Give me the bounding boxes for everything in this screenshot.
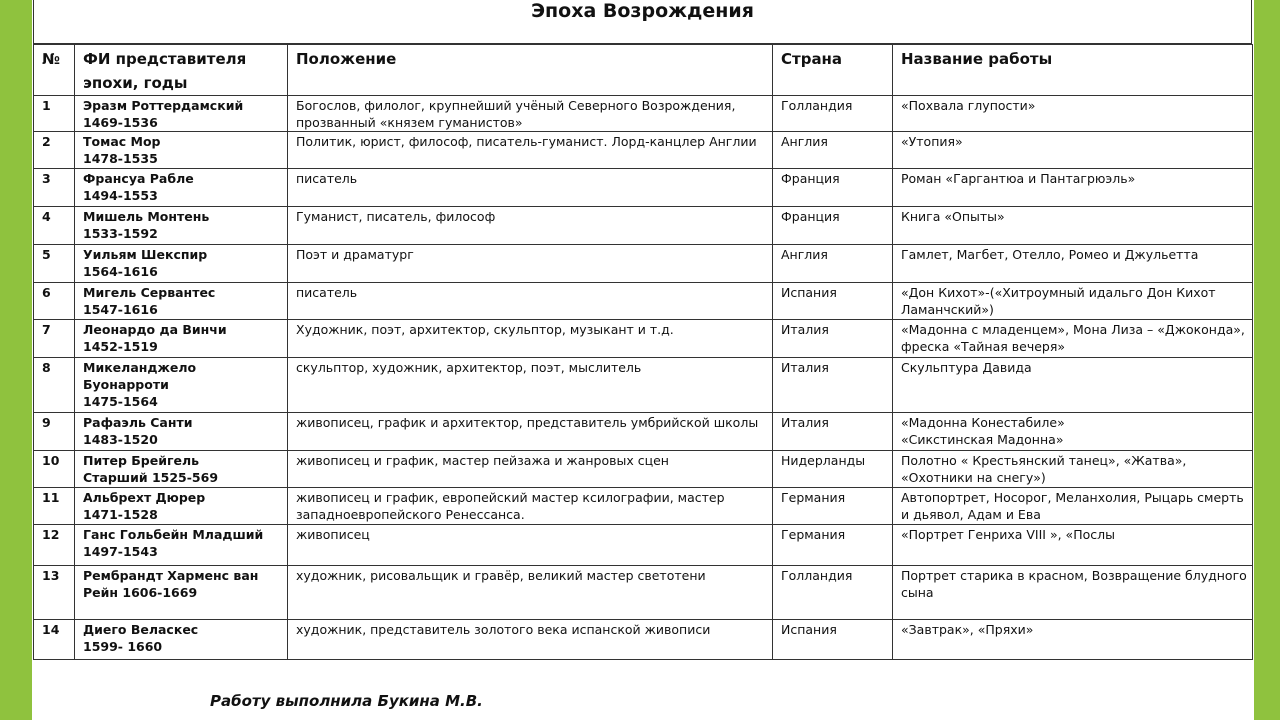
header-number: №	[34, 45, 75, 96]
row-name: Леонардо да Винчи 1452-1519	[75, 320, 288, 358]
row-role: Художник, поэт, архитектор, скульптор, музыкант и т.д.	[288, 320, 773, 358]
row-country: Италия	[773, 413, 893, 451]
row-works: Автопортрет, Носорог, Меланхолия, Рыцарь смерть и дьявол, Адам и Ева	[893, 488, 1253, 525]
row-country: Нидерланды	[773, 451, 893, 488]
row-name: Уильям Шекспир 1564-1616	[75, 245, 288, 283]
row-role: живописец	[288, 525, 773, 566]
row-country: Франция	[773, 169, 893, 207]
page-title: Эпоха Возрождения	[531, 0, 754, 22]
renaissance-table	[33, 44, 1253, 660]
table-row	[34, 96, 1253, 132]
table-header-row	[34, 45, 1253, 96]
row-country: Италия	[773, 320, 893, 358]
row-number: 12	[34, 525, 75, 566]
row-name: Альбрехт Дюрер 1471-1528	[75, 488, 288, 525]
row-works: Портрет старика в красном, Возвращение блудного сына	[893, 566, 1253, 620]
row-name: Эразм Роттердамский 1469-1536	[75, 96, 288, 132]
row-number: 13	[34, 566, 75, 620]
row-name: Мигель Сервантес 1547-1616	[75, 283, 288, 320]
row-role: Богослов, филолог, крупнейший учёный Северного Возрождения, прозванный «князем гуманистов»	[288, 96, 773, 132]
row-number: 2	[34, 132, 75, 169]
row-role: скульптор, художник, архитектор, поэт, мыслитель	[288, 358, 773, 413]
table-row	[34, 488, 1253, 525]
header-country: Страна	[773, 45, 893, 96]
row-works: Книга «Опыты»	[893, 207, 1253, 245]
row-name: Микеланджело Буонарроти 1475-1564	[75, 358, 288, 413]
table-row	[34, 169, 1253, 207]
row-number: 8	[34, 358, 75, 413]
row-country: Голландия	[773, 566, 893, 620]
table-row	[34, 566, 1253, 620]
row-number: 11	[34, 488, 75, 525]
row-number: 14	[34, 620, 75, 660]
table-row	[34, 283, 1253, 320]
row-number: 9	[34, 413, 75, 451]
row-name: Мишель Монтень 1533-1592	[75, 207, 288, 245]
row-number: 7	[34, 320, 75, 358]
row-country: Испания	[773, 620, 893, 660]
table-row	[34, 358, 1253, 413]
row-works: Гамлет, Магбет, Отелло, Ромео и Джульетта	[893, 245, 1253, 283]
row-country: Англия	[773, 132, 893, 169]
row-number: 5	[34, 245, 75, 283]
table-row	[34, 525, 1253, 566]
row-number: 4	[34, 207, 75, 245]
row-role: живописец и график, мастер пейзажа и жанровых сцен	[288, 451, 773, 488]
title-box	[33, 0, 1252, 44]
row-role: художник, представитель золотого века испанской живописи	[288, 620, 773, 660]
row-number: 3	[34, 169, 75, 207]
row-works: «Утопия»	[893, 132, 1253, 169]
row-role: писатель	[288, 283, 773, 320]
header-name: ФИ представителя эпохи, годы	[75, 45, 288, 96]
table-row	[34, 413, 1253, 451]
row-name: Томас Мор 1478-1535	[75, 132, 288, 169]
row-works: «Мадонна Конестабиле» «Сикстинская Мадонна»	[893, 413, 1253, 451]
row-name: Франсуа Рабле 1494-1553	[75, 169, 288, 207]
row-role: живописец и график, европейский мастер ксилографии, мастер западноевропейского Ренессанса.	[288, 488, 773, 525]
row-works: «Портрет Генриха VIII », «Послы	[893, 525, 1253, 566]
table-row	[34, 132, 1253, 169]
row-works: Полотно « Крестьянский танец», «Жатва», «Охотники на снегу»)	[893, 451, 1253, 488]
table-row	[34, 451, 1253, 488]
author-footer: Работу выполнила Букина М.В.	[210, 692, 483, 710]
table-row	[34, 620, 1253, 660]
row-country: Германия	[773, 525, 893, 566]
row-country: Голландия	[773, 96, 893, 132]
row-works: «Мадонна с младенцем», Мона Лиза – «Джоконда», фреска «Тайная вечеря»	[893, 320, 1253, 358]
row-role: художник, рисовальщик и гравёр, великий мастер светотени	[288, 566, 773, 620]
row-works: «Завтрак», «Пряхи»	[893, 620, 1253, 660]
table-row	[34, 207, 1253, 245]
row-country: Франция	[773, 207, 893, 245]
header-role: Положение	[288, 45, 773, 96]
row-country: Италия	[773, 358, 893, 413]
row-role: писатель	[288, 169, 773, 207]
row-works: Скульптура Давида	[893, 358, 1253, 413]
row-number: 10	[34, 451, 75, 488]
row-name: Питер Брейгель Старший 1525-569	[75, 451, 288, 488]
row-name: Рафаэль Санти 1483-1520	[75, 413, 288, 451]
row-role: Политик, юрист, философ, писатель-гуманист. Лорд-канцлер Англии	[288, 132, 773, 169]
row-number: 6	[34, 283, 75, 320]
row-works: Роман «Гаргантюа и Пантагрюэль»	[893, 169, 1253, 207]
header-works: Название работы	[893, 45, 1253, 96]
row-role: Гуманист, писатель, философ	[288, 207, 773, 245]
row-works: «Дон Кихот»-(«Хитроумный идальго Дон Кихот Ламанчский»)	[893, 283, 1253, 320]
row-number: 1	[34, 96, 75, 132]
row-role: живописец, график и архитектор, представитель умбрийской школы	[288, 413, 773, 451]
row-name: Диего Веласкес 1599- 1660	[75, 620, 288, 660]
row-country: Германия	[773, 488, 893, 525]
row-role: Поэт и драматург	[288, 245, 773, 283]
row-country: Англия	[773, 245, 893, 283]
row-name: Рембрандт Харменс ван Рейн 1606-1669	[75, 566, 288, 620]
row-name: Ганс Гольбейн Младший 1497-1543	[75, 525, 288, 566]
table-row	[34, 320, 1253, 358]
row-works: «Похвала глупости»	[893, 96, 1253, 132]
table-row	[34, 245, 1253, 283]
row-country: Испания	[773, 283, 893, 320]
